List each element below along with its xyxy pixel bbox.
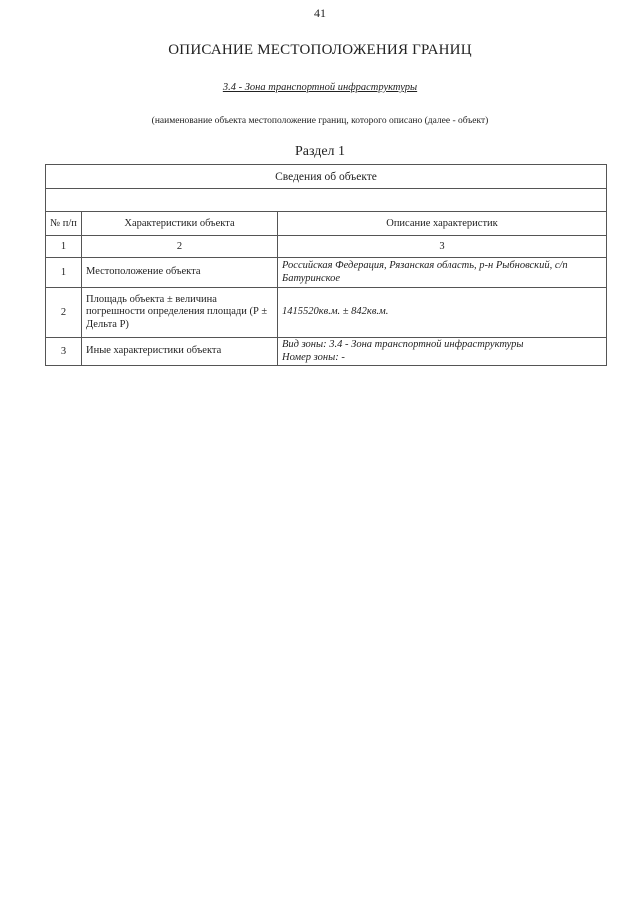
header-number: № п/п <box>46 212 82 236</box>
table-caption-row <box>46 165 607 189</box>
zone-type-line: Вид зоны: 3.4 - Зона транспортной инфраструктуры <box>282 339 524 351</box>
object-info-table <box>45 164 607 366</box>
table-row <box>46 288 607 338</box>
row-description: 1415520кв.м. ± 842кв.м. <box>278 288 607 338</box>
column-number-3: 3 <box>278 236 607 258</box>
section-title: Раздел 1 <box>294 144 346 159</box>
object-name-text: 3.4 - Зона транспортной инфраструктуры <box>222 82 418 93</box>
table-blank-row <box>46 189 607 212</box>
table-header-row <box>46 212 607 236</box>
column-number-1: 1 <box>46 236 82 258</box>
object-name <box>0 82 640 93</box>
object-name-caption: (наименование объекта местоположение границ, которого описано (далее - объект) <box>151 116 489 126</box>
page-number: 41 <box>314 6 326 20</box>
row-number: 2 <box>46 288 82 338</box>
row-characteristic: Иные характеристики объекта <box>82 338 278 366</box>
row-description: Российская Федерация, Рязанская область, р-н Рыбновский, с/п Батуринское <box>278 258 607 288</box>
header-description: Описание характеристик <box>278 212 607 236</box>
row-number: 1 <box>46 258 82 288</box>
header-characteristic: Характеристики объекта <box>82 212 278 236</box>
table-column-numbers-row <box>46 236 607 258</box>
row-number: 3 <box>46 338 82 366</box>
table-caption: Сведения об объекте <box>46 165 607 189</box>
row-characteristic: Площадь объекта ± величина погрешности определения площади (Р ± Дельта Р) <box>82 288 278 338</box>
table-blank-cell <box>46 189 607 212</box>
document-title: ОПИСАНИЕ МЕСТОПОЛОЖЕНИЯ ГРАНИЦ <box>168 42 472 58</box>
row-description <box>278 338 607 366</box>
row-characteristic: Местоположение объекта <box>82 258 278 288</box>
zone-number-line: Номер зоны: - <box>282 351 345 363</box>
table-row <box>46 338 607 366</box>
column-number-2: 2 <box>82 236 278 258</box>
table-row <box>46 258 607 288</box>
